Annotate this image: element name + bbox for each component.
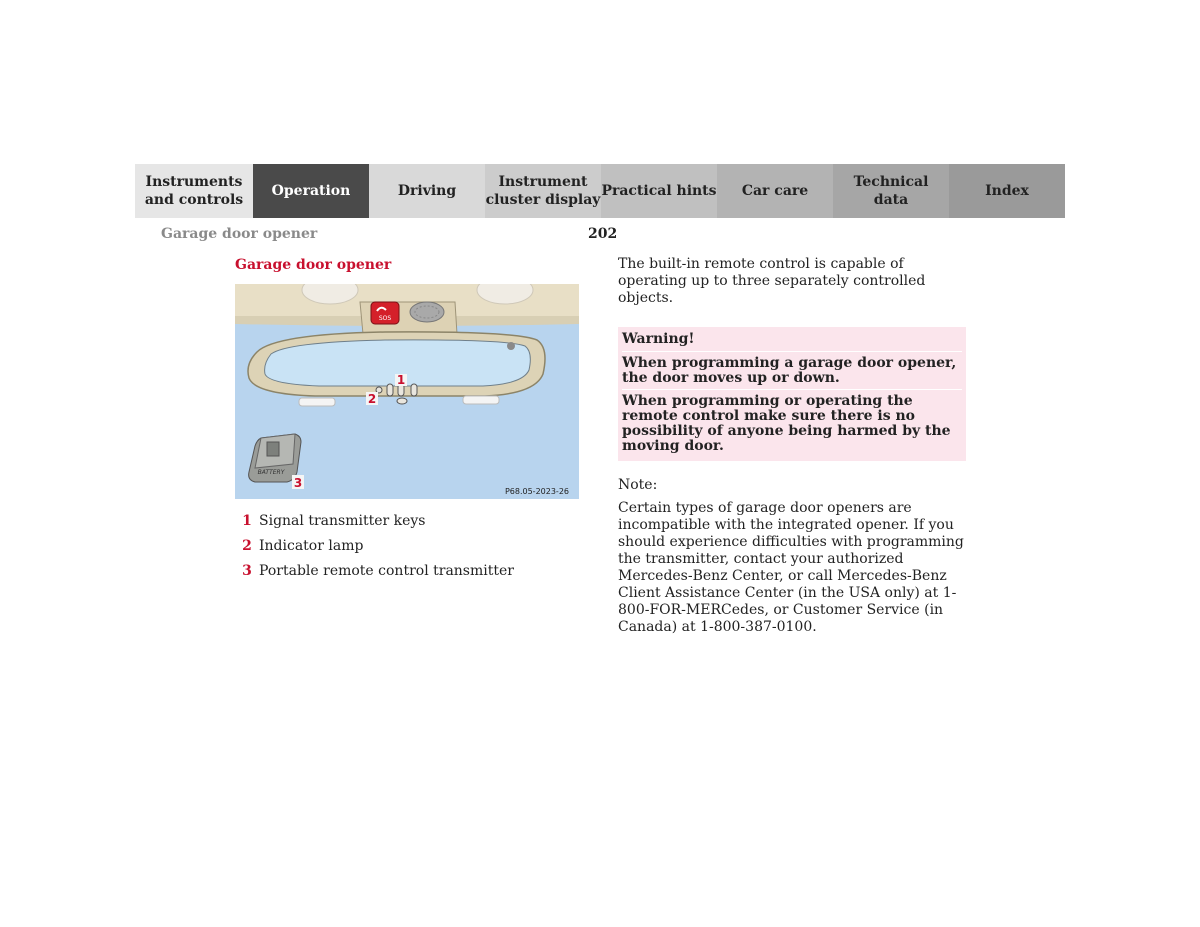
chapter-nav bbox=[135, 164, 1065, 218]
legend-text: Signal transmitter keys bbox=[259, 513, 426, 529]
warning-text: When programming a garage door opener, the door moves up or down. bbox=[622, 352, 962, 390]
legend-item bbox=[235, 563, 580, 580]
tab-operation[interactable]: Operation bbox=[253, 164, 369, 218]
sos-label: SOS bbox=[378, 315, 392, 322]
note-text: Certain types of garage door openers are incompatible with the integrated opener. If you should experience difficulties with programming the transmitter, contact your authorized Mercedes-Benz Center, or call Mercedes-Benz Client Assistance Center (in the USA only) at 1-800-FOR-MERCedes, or Customer Service (in Canada) at 1-800-387-0100. bbox=[618, 500, 964, 635]
tab-driving[interactable]: Driving bbox=[369, 164, 485, 218]
legend-item bbox=[235, 538, 580, 555]
page-number: 202 bbox=[588, 226, 618, 242]
section-title: Garage door opener bbox=[235, 257, 392, 273]
courtesy-lamp bbox=[463, 396, 499, 404]
callout-2: 2 bbox=[367, 392, 377, 406]
note-label: Note: bbox=[618, 477, 658, 493]
callout-1: 1 bbox=[396, 373, 406, 387]
tab-practical-hints[interactable]: Practical hints bbox=[601, 164, 717, 218]
transmitter-key bbox=[387, 384, 393, 396]
warning-text: When programming or operating the remote control make sure there is no possibility of anyone being harmed by the moving door. bbox=[622, 393, 951, 454]
warning-title: Warning! bbox=[622, 329, 962, 352]
garage-opener-figure bbox=[235, 284, 579, 499]
tab-instruments-and-controls[interactable]: Instruments and controls bbox=[135, 164, 253, 218]
callout-3: 3 bbox=[293, 476, 303, 490]
figure-legend bbox=[235, 513, 580, 580]
breadcrumb: Garage door opener bbox=[161, 226, 318, 242]
battery-label: BATTERY bbox=[257, 469, 285, 476]
legend-item bbox=[235, 513, 580, 530]
legend-text: Indicator lamp bbox=[259, 538, 364, 554]
tab-instrument-cluster-display[interactable]: Instrument cluster display bbox=[485, 164, 601, 218]
light-sensor bbox=[507, 342, 515, 350]
legend-number: 1 bbox=[242, 513, 252, 529]
intro-text: The built-in remote control is capable of operating up to three separately controlled objects. bbox=[618, 256, 926, 306]
tab-car-care[interactable]: Car care bbox=[717, 164, 833, 218]
legend-text: Portable remote control transmitter bbox=[259, 563, 514, 579]
mirror-illustration bbox=[235, 284, 579, 499]
legend-number: 3 bbox=[242, 563, 252, 579]
legend-number: 2 bbox=[242, 538, 252, 554]
right-column bbox=[618, 256, 966, 636]
tab-technical-data[interactable]: Technical data bbox=[833, 164, 949, 218]
transmitter-key bbox=[411, 384, 417, 396]
warning-box bbox=[618, 327, 966, 461]
courtesy-lamp bbox=[299, 398, 335, 406]
figure-code: P68.05-2023-26 bbox=[504, 487, 569, 496]
left-column bbox=[235, 256, 580, 588]
tab-index[interactable]: Index bbox=[949, 164, 1065, 218]
